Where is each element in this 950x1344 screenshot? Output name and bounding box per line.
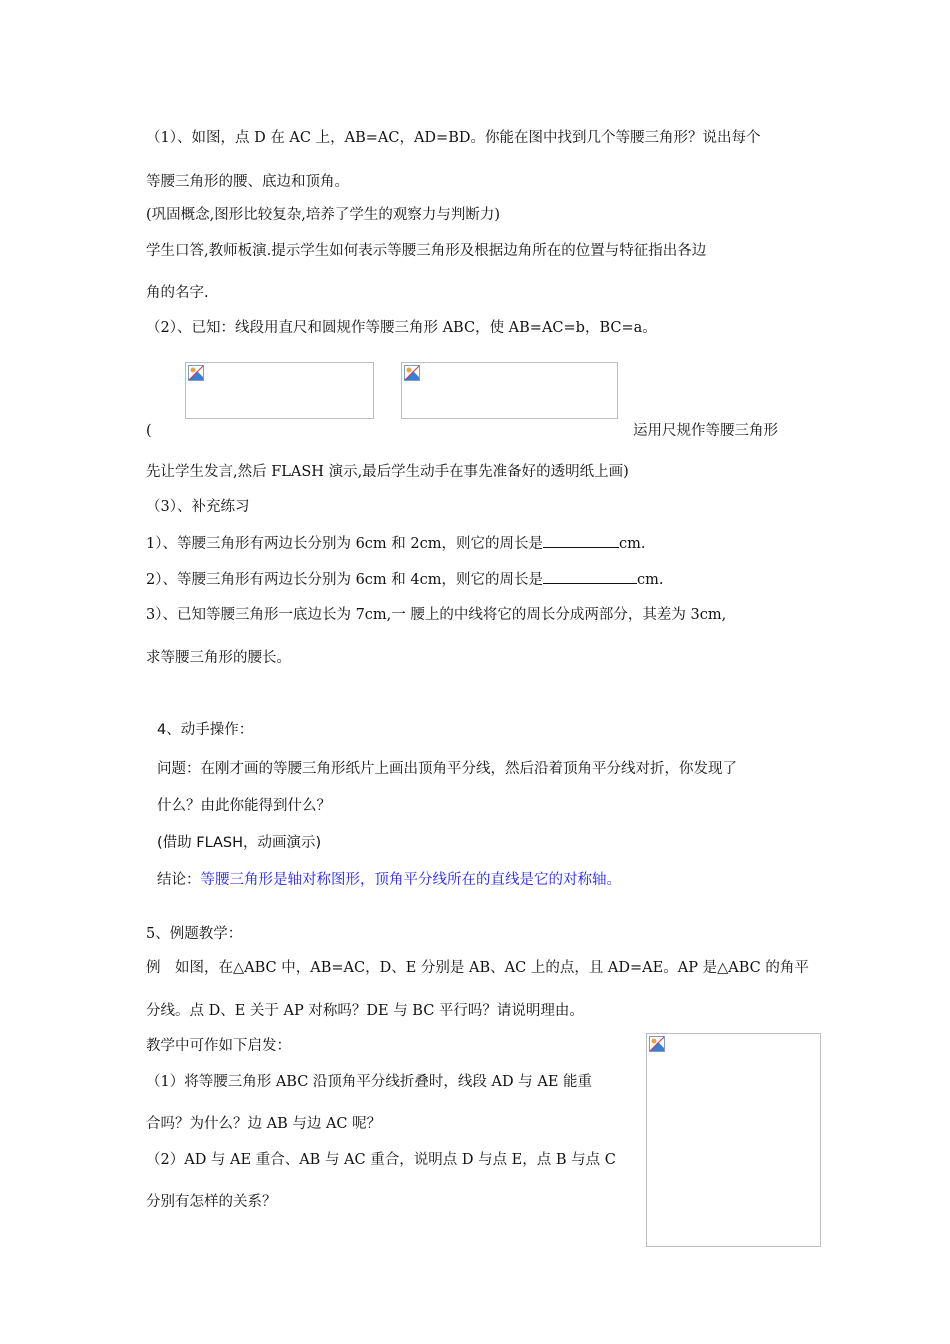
paren-open: ( (146, 423, 152, 439)
hint-1-line-1: （1）将等腰三角形 ABC 沿顶角平分线折叠时，线段 AD 与 AE 能重 (146, 1074, 593, 1090)
answer-blank-2[interactable] (543, 569, 637, 584)
answer-blank-1[interactable] (543, 533, 619, 548)
practice-3-line-2: 求等腰三角形的腰长。 (146, 650, 291, 666)
section-4-question-line-1: 问题：在刚才画的等腰三角形纸片上画出顶角平分线，然后沿着顶角平分线对折，你发现了 (157, 761, 737, 777)
example-line-2: 分线。点 D、E 关于 AP 对称吗？DE 与 BC 平行吗？请说明理由。 (146, 1003, 584, 1019)
practice-1 (146, 533, 645, 554)
figure-placeholder-2 (401, 362, 618, 419)
exercise-1-line-2: 等腰三角形的腰、底边和顶角。 (146, 174, 349, 190)
practice-2-unit: cm. (637, 572, 664, 588)
exercise-2-line: （2）、已知：线段用直尺和圆规作等腰三角形 ABC，使 AB=AC=b，BC=a。 (146, 320, 657, 336)
note-1: (巩固概念,图形比较复杂,培养了学生的观察力与判断力) (146, 207, 501, 223)
exercise-1-line-1: （1）、如图，点 D 在 AC 上，AB=AC，AD=BD。你能在图中找到几个等腰三角形？说出每个 (146, 130, 761, 146)
conclusion-text: 等腰三角形是轴对称图形，顶角平分线所在的直线是它的对称轴。 (200, 872, 621, 888)
broken-image-icon (188, 365, 204, 381)
figure-placeholder-1 (185, 362, 374, 419)
section-5-heading: 5、例题教学： (146, 926, 243, 942)
conclusion-label: 结论： (157, 872, 201, 888)
example-line-1: 例 如图，在△ABC 中，AB=AC，D、E 分别是 AB、AC 上的点，且 AD=AE。AP 是△ABC 的角平 (146, 960, 809, 976)
hint-2-line-2: 分别有怎样的关系？ (146, 1194, 277, 1210)
broken-image-icon (404, 365, 420, 381)
section-4-heading: 4、动手操作： (157, 722, 254, 738)
practice-2 (146, 569, 663, 590)
supplementary-heading: （3）、补充练习 (146, 499, 250, 515)
teaching-note-line-2: 角的名字. (146, 285, 209, 301)
figure-placeholder-3 (646, 1033, 821, 1247)
construction-note: 运用尺规作等腰三角形 (633, 423, 778, 439)
section-4-note: (借助 FLASH，动画演示) (157, 835, 322, 851)
practice-1-unit: cm. (619, 536, 646, 552)
hint-2-line-1: （2）AD 与 AE 重合、AB 与 AC 重合，说明点 D 与点 E，点 B 与点 C (146, 1152, 616, 1168)
section-4-question-line-2: 什么？由此你能得到什么？ (157, 798, 331, 814)
broken-image-icon (649, 1036, 665, 1052)
hint-1-line-2: 合吗？为什么？边 AB 与边 AC 呢？ (146, 1116, 382, 1132)
practice-3-line-1: 3）、已知等腰三角形一底边长为 7cm,一 腰上的中线将它的周长分成两部分，其差为 3cm, (146, 607, 727, 623)
practice-1-text: 1）、等腰三角形有两边长分别为 6cm 和 2cm，则它的周长是 (146, 536, 543, 552)
practice-2-text: 2）、等腰三角形有两边长分别为 6cm 和 4cm，则它的周长是 (146, 572, 543, 588)
teaching-note-line-1: 学生口答,教师板演.提示学生如何表示等腰三角形及根据边角所在的位置与特征指出各边 (146, 243, 707, 259)
section-4-conclusion (157, 870, 621, 890)
hint-heading: 教学中可作如下启发： (146, 1038, 291, 1054)
flash-note: 先让学生发言,然后 FLASH 演示,最后学生动手在事先准备好的透明纸上画) (146, 464, 629, 480)
